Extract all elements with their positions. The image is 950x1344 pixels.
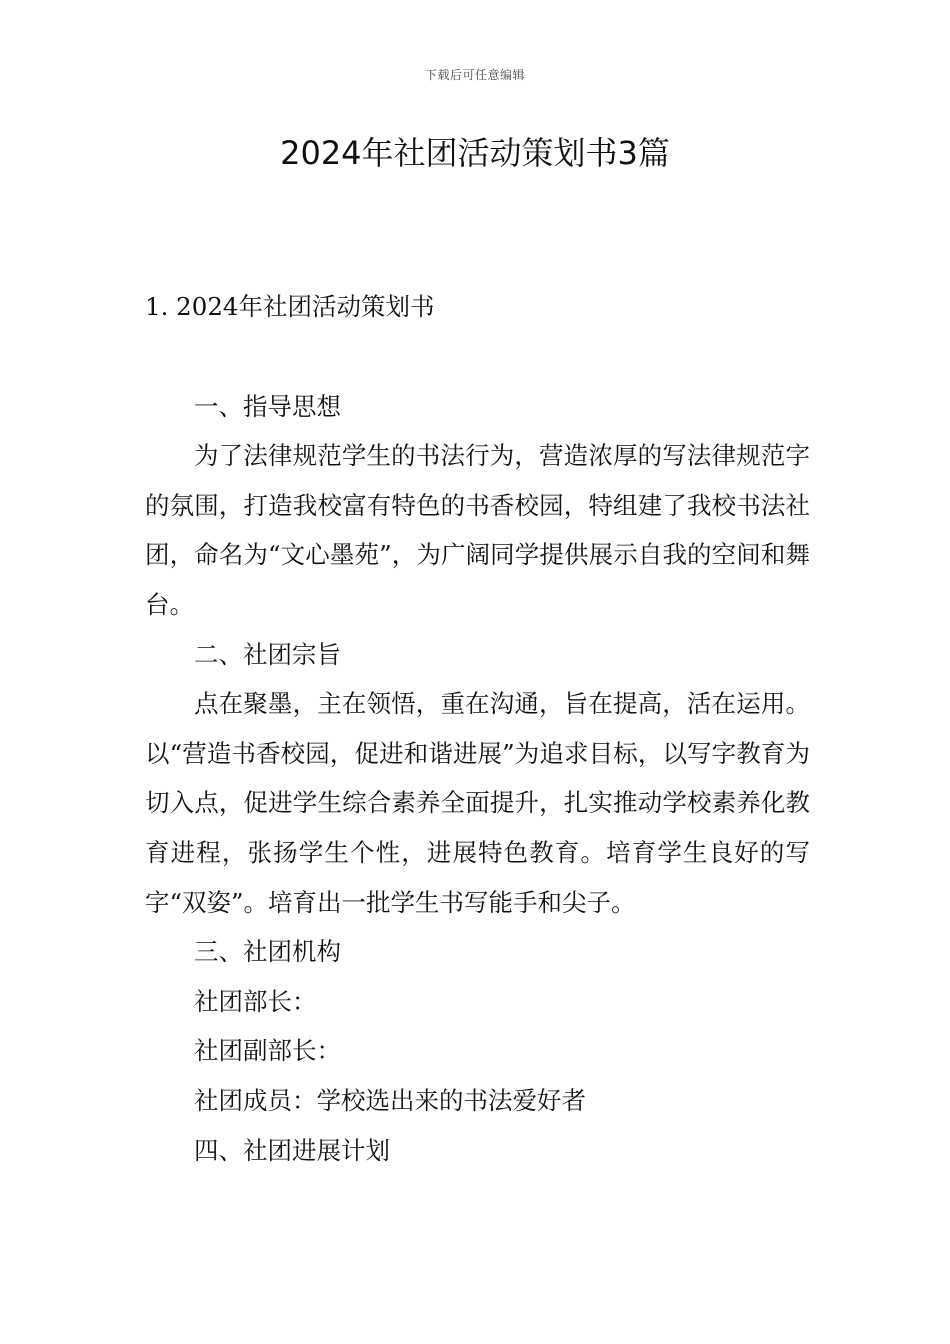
paragraph-club-purpose: 点在聚墨，主在领悟，重在沟通，旨在提高，活在运用。以“营造书香校园，促进和谐进展”为追求目标，以写字教育为切入点，促进学生综合素养全面提升，扎实推动学校素养化教育进程，张扬学生个性，进展特色教育。培育学生良好的写字“双姿”。培育出一批学生书写能手和尖子。 (145, 689, 810, 917)
document-title: 2024年社团活动策划书3篇 (280, 134, 670, 172)
heading-club-purpose: 二、社团宗旨 (194, 639, 341, 669)
line-club-members: 社团成员：学校选出来的书法爱好者 (194, 1085, 586, 1115)
heading-guiding-thought: 一、指导思想 (194, 391, 341, 421)
section-title: 1. 2024年社团活动策划书 (145, 292, 435, 321)
header-note: 下载后可任意编辑 (424, 68, 525, 82)
line-club-director: 社团部长： (194, 986, 317, 1016)
spacer (145, 332, 810, 382)
document-body (145, 282, 810, 1175)
heading-club-structure: 三、社团机构 (194, 937, 341, 967)
paragraph-guiding-thought: 为了法律规范学生的书法行为，营造浓厚的写法律规范字的氛围，打造我校富有特色的书香校园，特组建了我校书法社团，命名为“文心墨苑”，为广阔同学提供展示自我的空间和舞台。 (145, 441, 810, 619)
line-club-deputy-director: 社团副部长： (194, 1036, 341, 1066)
heading-club-plan: 四、社团进展计划 (194, 1135, 390, 1165)
